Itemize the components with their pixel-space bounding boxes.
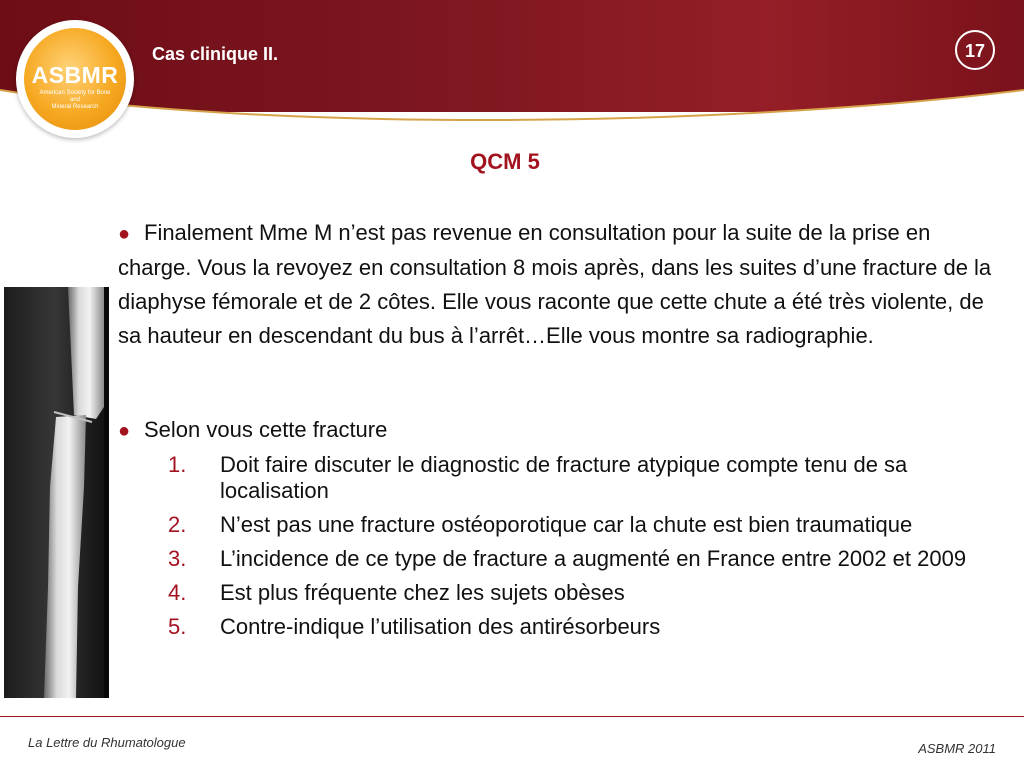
option-text: N’est pas une fracture ostéoporotique car la chute est bien traumatique [220, 512, 913, 537]
asbmr-logo [16, 20, 134, 138]
option-number: 5. [168, 614, 187, 639]
option-text: Doit faire discuter le diagnostic de fracture atypique compte tenu de sa localisation [220, 452, 908, 503]
slide-title: Cas clinique II. [152, 44, 279, 64]
answer-option [168, 614, 998, 640]
option-text: Est plus fréquente chez les sujets obèses [220, 580, 625, 605]
option-number: 1. [168, 452, 187, 477]
answer-option [168, 452, 998, 504]
option-number: 2. [168, 512, 187, 537]
answer-option [168, 546, 998, 572]
answer-options-list [168, 452, 998, 648]
answer-option [168, 580, 998, 606]
question-text: Selon vous cette fracture [144, 417, 388, 442]
case-paragraph [118, 216, 1008, 353]
page-number-badge: 17 [955, 30, 995, 70]
footer-publication: La Lettre du Rhumatologue [28, 735, 186, 750]
option-number: 4. [168, 580, 187, 605]
bullet-icon: ● [118, 223, 131, 245]
footer-divider [0, 716, 1024, 717]
option-number: 3. [168, 546, 187, 571]
header-swoosh-decoration [0, 60, 1024, 140]
qcm-heading: QCM 5 [470, 149, 540, 174]
answer-option [168, 512, 998, 538]
case-text: Finalement Mme M n’est pas revenue en consultation pour la suite de la prise en charge. Vous la revoyez en consultation 8 mois après, dans les suites d’une fracture de la diaphyse fémorale et de 2 côtes. Elle vous raconte que cette chute a été très violente, de sa hauteur en descendant du bus à l’arrêt…Elle vous montre sa radiographie. [118, 220, 992, 348]
logo-subtitle: American Society for Bone and Mineral Research [39, 90, 111, 110]
option-text: Contre-indique l’utilisation des antirésorbeurs [220, 614, 661, 639]
bullet-icon: ● [118, 420, 131, 442]
option-text: L’incidence de ce type de fracture a augmenté en France entre 2002 et 2009 [220, 546, 967, 571]
radiograph-image [4, 287, 109, 698]
question-line [118, 414, 1008, 447]
footer-source: ASBMR 2011 [918, 741, 996, 756]
logo-wordmark: ASBMR [31, 62, 119, 88]
